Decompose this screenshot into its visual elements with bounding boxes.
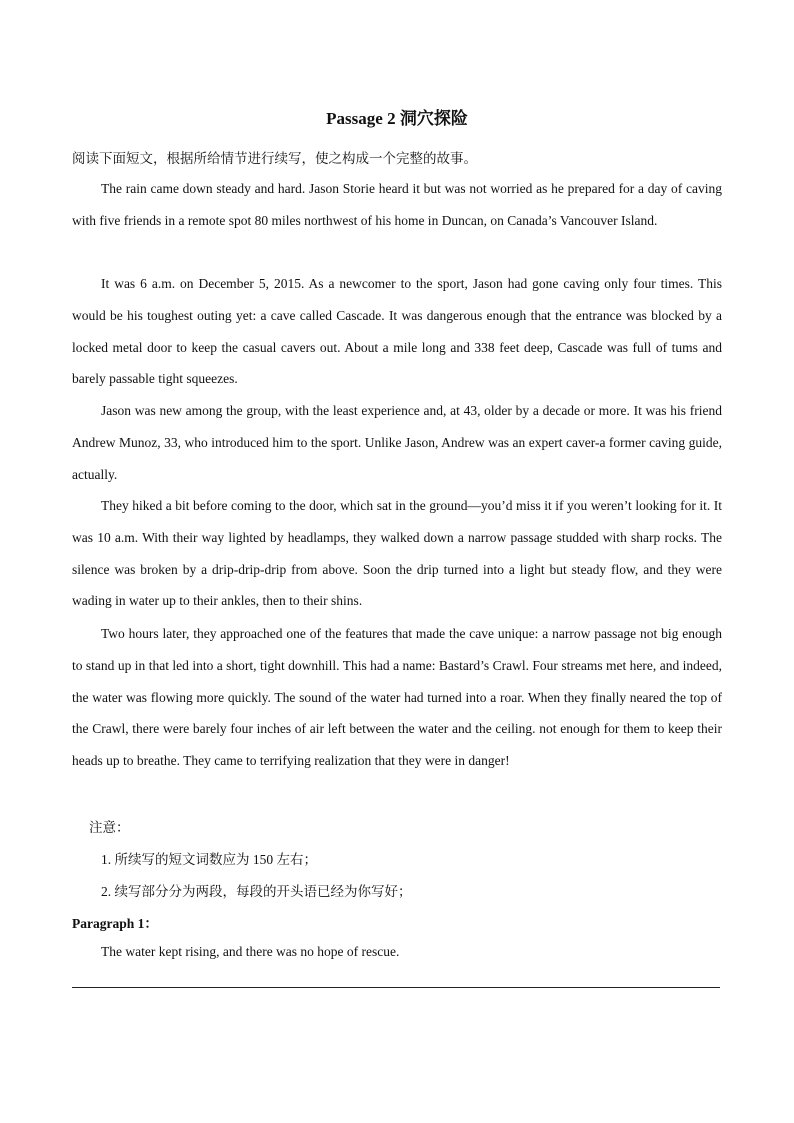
passage-title: Passage 2 洞穴探险: [326, 109, 468, 128]
passage-paragraph: The rain came down steady and hard. Jason Storie heard it but was not worried as he prepared for a day of caving with five friends in a remote spot 80 miles northwest of his home in Duncan, on Canada’s Vancouver Island.: [72, 181, 722, 228]
instruction-text: 阅读下面短文，根据所给情节进行续写，使之构成一个完整的故事。: [72, 151, 477, 166]
opening-sentence: The water kept rising, and there was no hope of rescue.: [101, 944, 400, 959]
passage-paragraph: They hiked a bit before coming to the door, which sat in the ground—you’d miss it if you weren’t looking for it. It was 10 a.m. With their way lighted by headlamps, they walked down a narrow passage studded with sharp rocks. The silence was broken by a drip-drip-drip from above. Soon the drip turned into a light but steady flow, and they were wading in water up to their ankles, then to their shins.: [72, 498, 722, 609]
paragraph-label: Paragraph 1：: [72, 916, 158, 931]
note-item: 1. 所续写的短文词数应为 150 左右；: [101, 852, 317, 867]
passage-paragraph: It was 6 a.m. on December 5, 2015. As a newcomer to the sport, Jason had gone caving only four times. This would be his toughest outing yet: a cave called Cascade. It was dangerous enough that the entrance was blocked by a locked metal door to keep the casual cavers out. About a mile long and 338 feet deep, Cascade was full of tums and barely passable tight squeezes.: [72, 276, 722, 387]
passage-paragraph: Jason was new among the group, with the least experience and, at 43, older by a decade or more. It was his friend Andrew Munoz, 33, who introduced him to the sport. Unlike Jason, Andrew was an expert caver-a former caving guide, actually.: [72, 403, 722, 482]
notes-heading: 注意：: [89, 820, 130, 835]
note-item: 2. 续写部分分为两段，每段的开头语已经为你写好；: [101, 884, 412, 899]
answer-line[interactable]: [72, 987, 720, 988]
passage-paragraph: Two hours later, they approached one of the features that made the cave unique: a narrow passage not big enough to stand up in that led into a short, tight downhill. This had a name: Bastard’s Crawl. Four streams met here, and indeed, the water was flowing more quickly. The sound of the water had turned into a roar. When they finally neared the top of the Crawl, there were barely four inches of air left between the water and the ceiling. not enough for them to keep their heads up to breathe. They came to terrifying realization that they were in danger!: [72, 626, 722, 769]
